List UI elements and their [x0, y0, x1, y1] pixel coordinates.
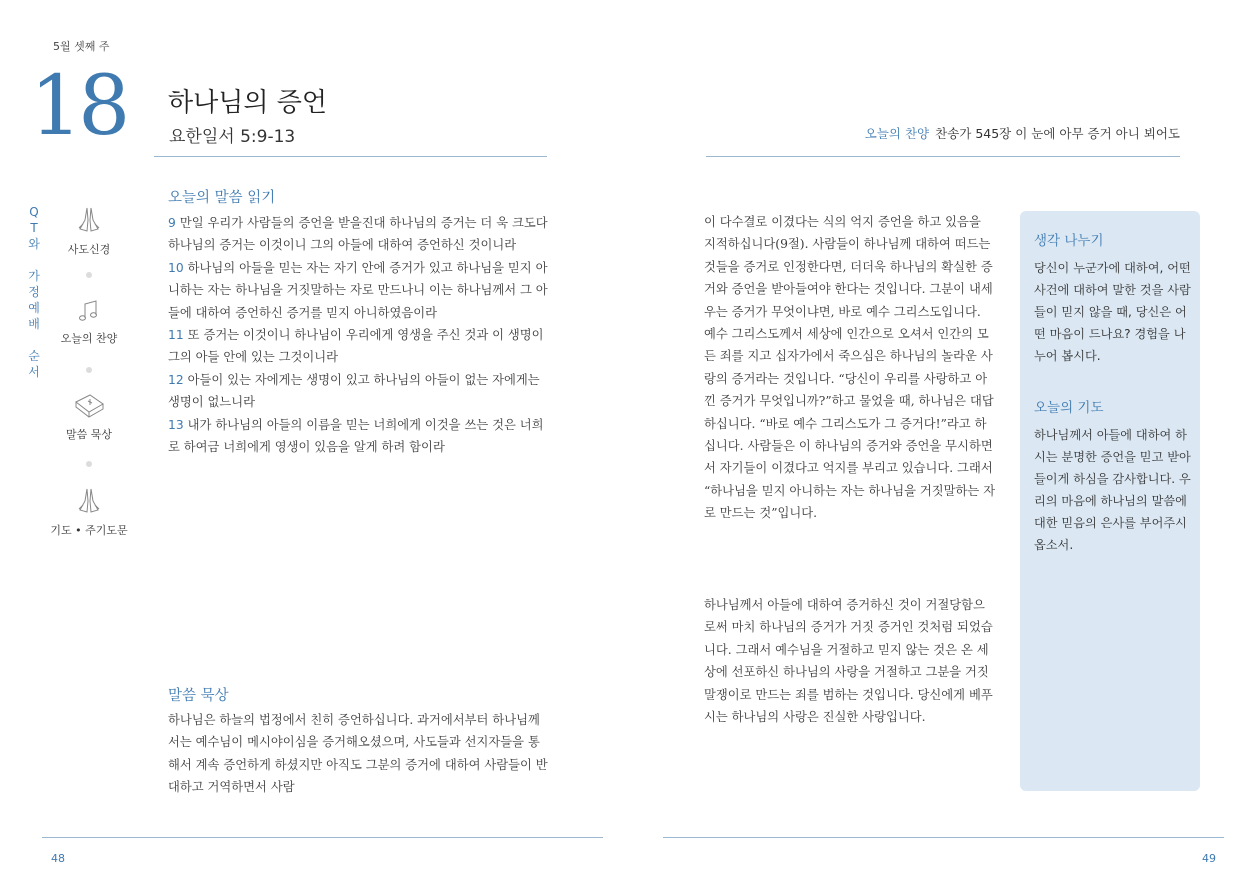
verse-text: 만일 우리가 사람들의 증언을 받을진대 하나님의 증거는 더 욱 크도다 하나님의 증거는 이것이니 그의 아들에 대하여 증언하신 것이니라 — [168, 216, 548, 253]
vtab-char: 배 — [28, 317, 40, 331]
nav-item-apostles-creed — [44, 205, 134, 257]
nav-item-prayer — [44, 486, 134, 538]
music-note-icon — [74, 298, 104, 324]
reading-title: 오늘의 말씀 읽기 — [168, 190, 276, 206]
verse-text: 아들이 있는 자에게는 생명이 있고 하나님의 아들이 없는 자에게는 생명이 없느니라 — [168, 372, 540, 410]
verse-text: 하나님의 아들을 믿는 자는 자기 안에 증거가 있고 하나님을 믿지 아니하는 자는 하나님을 거짓말하는 자로 만드나니 이는 하나님께서 그 아들에 대하여 증언하신 증거를 믿지 아니하였음이라 — [168, 260, 548, 320]
vtab-char: 순 — [28, 349, 40, 363]
praying-hands-icon — [74, 205, 104, 235]
page-number-left: 48 — [51, 852, 65, 865]
vtab-char: 서 — [28, 365, 40, 379]
footer-rule-right — [663, 837, 1224, 838]
verse-text: 내가 하나님의 아들의 이름을 믿는 너희에게 이것을 쓰는 것은 너희로 하여금 너희에게 영생이 있음을 알게 하려 함이라 — [168, 417, 544, 455]
vtab-char: 와 — [28, 237, 40, 251]
verse-number: 10 — [168, 260, 184, 275]
nav-item-todays-hymn — [44, 298, 134, 346]
scripture-reading — [168, 212, 548, 458]
nav-item-meditation — [44, 392, 134, 442]
prayer-title: 오늘의 기도 — [1034, 400, 1104, 416]
vtab-char: T — [30, 221, 38, 235]
meditation-text: 하나님은 하늘의 법정에서 친히 증언하십니다. 과거에서부터 하나님께서는 예수님이 메시야이심을 증거해오셨으며, 사도들과 선지자들을 통해서 계속 증언하게 하셨지만 아직도 그분의 증거에 대하여 사람들이 반대하고 거역하면서 사람 — [168, 713, 548, 795]
footer-rule-left — [42, 837, 603, 838]
vtab-char: 정 — [28, 285, 40, 299]
nav-label: 오늘의 찬양 — [60, 332, 118, 345]
share-title: 생각 나누기 — [1034, 233, 1104, 249]
verse-number: 11 — [168, 328, 184, 343]
verse-number: 13 — [168, 417, 184, 432]
page-number-right: 49 — [1202, 852, 1216, 865]
nav-label: 기도 • 주기도문 — [50, 524, 128, 537]
vtab-char: Q — [29, 205, 39, 219]
meditation-title: 말씀 묵상 — [168, 688, 229, 704]
week-label: 5월 셋째 주 — [53, 40, 110, 53]
verse-number: 9 — [168, 216, 176, 230]
verse-number: 12 — [168, 372, 184, 387]
prayer-text: 하나님께서 아들에 대하여 하시는 분명한 증언을 믿고 받아들이게 하심을 감사합니다. 우리의 마음에 하나님의 말씀에 대한 믿음의 은사를 부어주시옵소서. — [1034, 428, 1191, 552]
verse — [168, 212, 548, 257]
vtab-char: 가 — [28, 269, 40, 283]
hymn-label: 오늘의 찬양 — [864, 126, 930, 141]
vertical-section-tab — [27, 204, 41, 380]
sidebar-box — [1020, 211, 1200, 791]
meditation-continued-paragraph-1: 이 다수결로 이겼다는 식의 억지 증언을 하고 있음을 지적하십니다(9절). 사람들이 하나님께 대하여 떠드는 것들을 증거로 인정한다면, 더더욱 하나님의 확실한 증거와 증언을 받아들여야 한다는 것입니다. 그분이 내세우는 증거가 무엇이냐면, 바로 예수 그리스도입니다. 예수 그리스도께서 세상에 인간으로 오셔서 인간의 모든 죄를 지고 십자가에서 죽으심은 하나님의 놀라운 사랑의 증거라는 것입니다. “당신이 우리를 사랑하고 아낀 증거가 무엇입니까?”하고 물었을 때, 하나님은 대답하십니다. “바로 예수 그리스도가 그 증거다!”라고 하십니다. 사람들은 이 하나님의 증거와 증언을 무시하면서 자기들이 이겼다고 억지를 부리고 있습니다. 그래서 “하나님을 믿지 아니하는 자는 하나님을 거짓말하는 자로 만드는 것”입니다. — [704, 215, 996, 521]
day-number: 18 — [30, 59, 127, 154]
bible-book-icon — [72, 392, 106, 420]
scripture-reference: 요한일서 5:9-13 — [169, 127, 296, 147]
praying-hands-icon — [74, 486, 104, 516]
verse-text: 또 증거는 이것이니 하나님이 우리에게 영생을 주신 것과 이 생명이 그의 아들 안에 있는 그것이니라 — [168, 328, 544, 365]
verse — [168, 414, 548, 459]
nav-separator-dot — [86, 272, 92, 278]
nav-separator-dot — [86, 367, 92, 373]
hymn-text: 찬송가 545장 이 눈에 아무 증거 아니 뵈어도 — [935, 126, 1180, 141]
todays-hymn — [865, 124, 1180, 142]
vtab-gap — [27, 332, 41, 348]
page-title: 하나님의 증언 — [168, 88, 327, 118]
verse — [168, 324, 548, 369]
header-rule-right — [706, 156, 1180, 157]
vtab-char: 예 — [28, 301, 40, 315]
verse — [168, 369, 548, 414]
header-rule-left — [154, 156, 547, 157]
verse — [168, 257, 548, 324]
nav-separator-dot — [86, 461, 92, 467]
nav-label: 사도신경 — [67, 243, 111, 256]
meditation-continued-paragraph-2: 하나님께서 아들에 대하여 증거하신 것이 거절당함으로써 마치 하나님의 증거가 거짓 증거인 것처럼 되었습니다. 그래서 예수님을 거절하고 믿지 않는 것은 온 세상에 선포하신 하나님의 사랑을 거절하고 그분을 거짓말쟁이로 만드는 죄를 범하는 것입니다. 당신에게 베푸시는 하나님의 사랑은 진실한 사랑입니다. — [704, 598, 993, 725]
vtab-gap — [27, 252, 41, 268]
share-text: 당신이 누군가에 대하여, 어떤 사건에 대하여 말한 것을 사람들이 믿지 않을 때, 당신은 어떤 마음이 드나요? 경험을 나누어 봅시다. — [1034, 261, 1191, 363]
nav-label: 말씀 묵상 — [65, 428, 112, 441]
